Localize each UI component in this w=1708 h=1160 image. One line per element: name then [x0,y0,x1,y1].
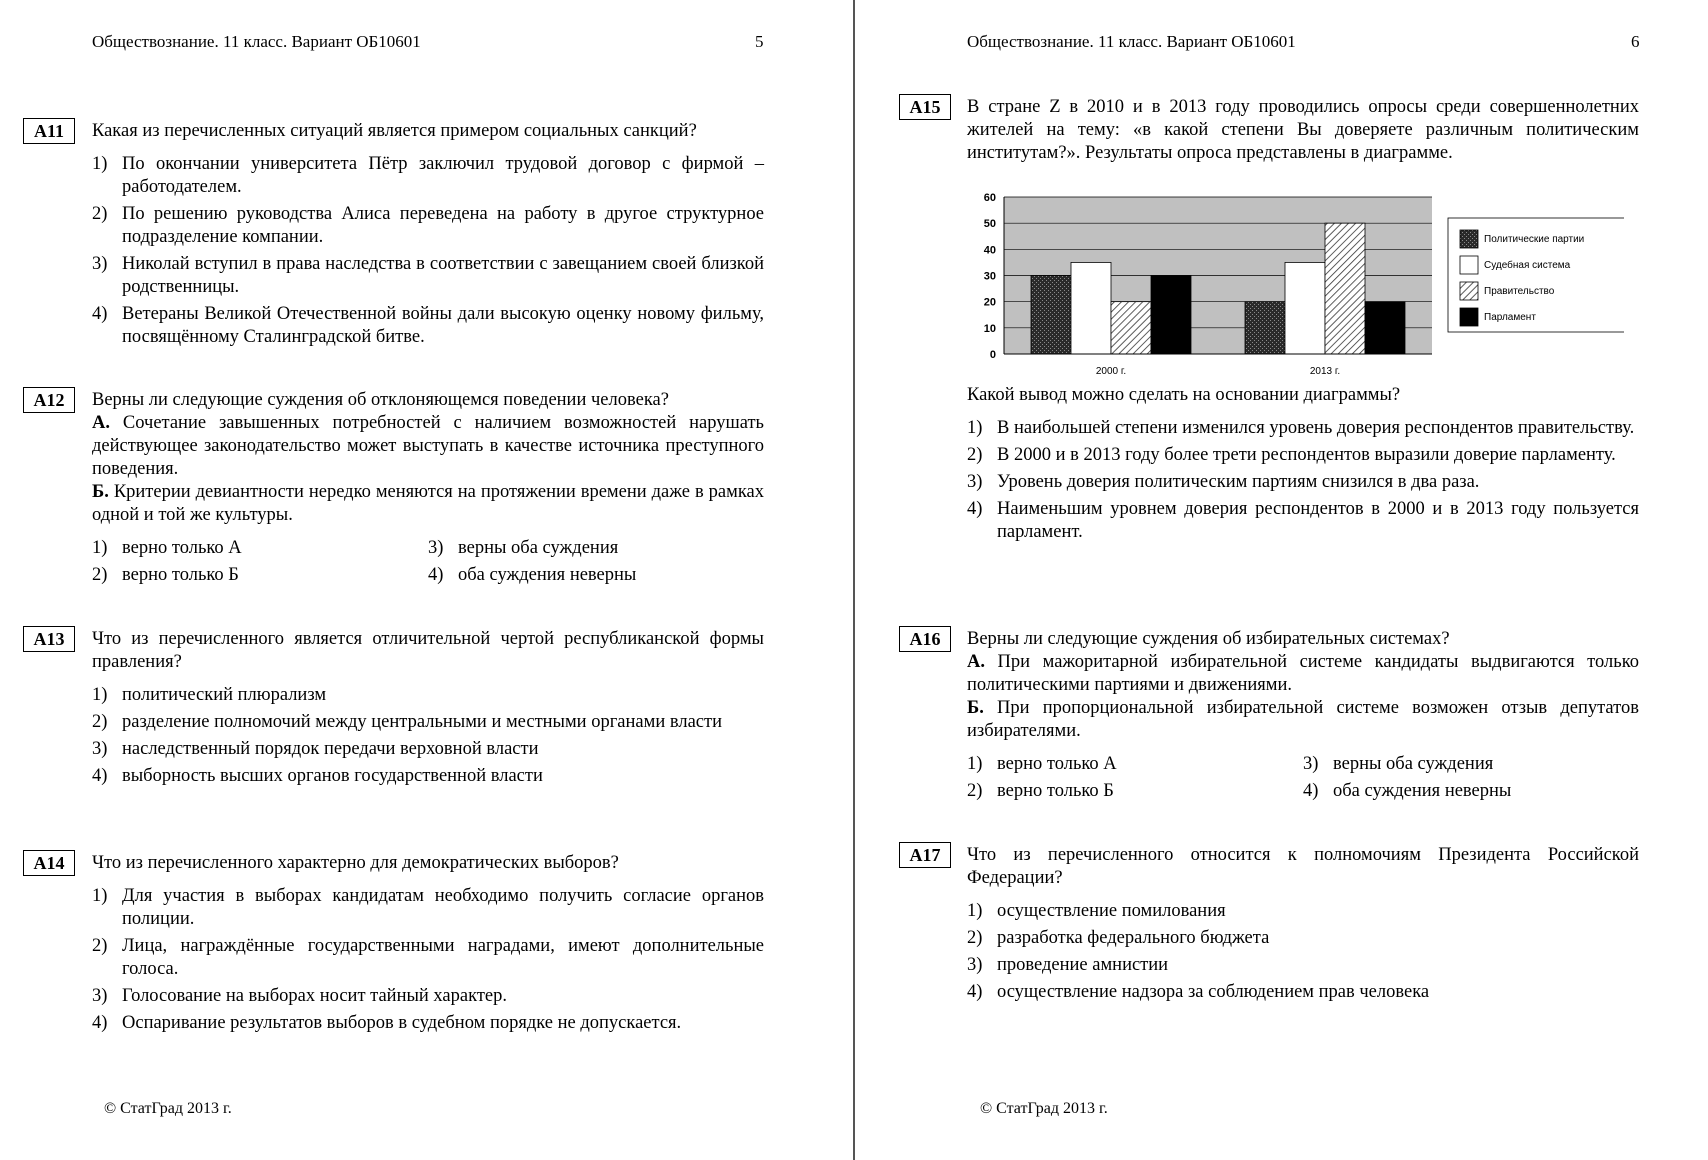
legend-label: Правительство [1484,286,1555,297]
option-2[interactable]: 2) В 2000 и в 2013 году более трети респондентов выразили доверие парламенту. [967,445,1616,465]
statement-b: Б. При пропорциональной избирательной системе возможен отзыв депутатов избирателями. [967,698,1639,741]
question-number-a17: A17 [899,842,951,868]
y-tick-label: 10 [983,322,996,335]
option-1[interactable]: 1) верно только А [92,538,242,558]
options-grid [967,753,1639,803]
y-tick-label: 50 [983,218,996,231]
bar-chart [964,190,1624,380]
option-1[interactable]: 1) политический плюрализм [92,685,327,705]
legend-swatch [1460,230,1478,248]
option-1[interactable]: 1) Для участия в выборах кандидатам необходимо получить согласие органов полиции. [92,886,764,929]
option-3[interactable]: 3) наследственный порядок передачи верховной власти [92,739,539,759]
page-divider [853,0,855,1160]
y-tick-label: 60 [983,192,996,204]
options-list [92,684,764,788]
question-a14 [92,852,764,1039]
x-tick-label: 2013 г. [1309,366,1341,377]
option-4[interactable]: 4) оба суждения неверны [428,565,637,585]
question-a17 [967,844,1639,1008]
page-left [0,0,853,1160]
question-a11 [92,120,764,353]
option-4[interactable]: 4) оба суждения неверны [1303,781,1512,801]
question-subtext: Какой вывод можно сделать на основании диаграммы? [967,385,1401,405]
option-2[interactable]: 2) разделение полномочий между центральными и местными органами власти [92,712,722,732]
legend-label: Парламент [1484,312,1536,323]
question-number-a13: A13 [23,626,75,652]
option-1[interactable]: 1) осуществление помилования [967,901,1226,921]
question-text: Какая из перечисленных ситуаций является примером социальных санкций? [92,121,697,141]
option-2[interactable]: 2) верно только Б [967,781,1114,801]
bar-2-2 [1285,262,1325,354]
option-4[interactable]: 4) Наименьшим уровнем доверия респондентов в 2000 и в 2013 году пользуется парламент. [967,499,1639,542]
question-a15 [967,96,1639,165]
question-text: Верны ли следующие суждения об избирательных системах? [967,629,1450,649]
option-3[interactable]: 3) Голосование на выборах носит тайный характер. [92,986,508,1006]
page-number: 5 [755,32,764,51]
option-4[interactable]: 4) осуществление надзора за соблюдением прав человека [967,982,1430,1002]
bar-1-1 [1031,276,1071,355]
bar-4-1 [1151,276,1191,355]
option-2[interactable]: 2) Лица, награждённые государственными наградами, имеют дополнительные голоса. [92,936,764,979]
statement-a: А. Сочетание завышенных потребностей с наличием возможностей нарушать действующее законодательство может выступать в качестве источника преступного поведения. [92,413,764,479]
question-number-a15: A15 [899,94,951,120]
options-list [967,900,1639,1004]
page-footer: © СтатГрад 2013 г. [980,1100,1108,1117]
bar-1-2 [1245,302,1285,354]
option-3[interactable]: 3) верны оба суждения [1303,754,1494,774]
statement-a: А. При мажоритарной избирательной системе кандидаты выдвигаются только политическими партиями и движениями. [967,652,1639,695]
question-a12 [92,389,764,587]
question-text: В стране Z в 2010 и в 2013 году проводились опросы среди совершеннолетних жителей на тему: «в какой степени Вы доверяете различным политическим институтам?». Результаты опроса представлены в диаграмме. [967,97,1639,163]
question-number-a11: A11 [23,118,75,144]
statement-b: Б. Критерии девиантности нередко меняются на протяжении времени даже в рамках одной и той же культуры. [92,482,764,525]
question-text: Что из перечисленного является отличительной чертой республиканской формы правления? [92,629,764,672]
options-grid [92,537,764,587]
page-number: 6 [1631,32,1640,51]
option-1[interactable]: 1) В наибольшей степени изменился уровень доверия респондентов правительству. [967,418,1635,438]
option-3[interactable]: 3) Уровень доверия политическим партиям снизился в два раза. [967,472,1480,492]
page-header: Обществознание. 11 класс. Вариант ОБ10601 [967,32,1296,51]
y-tick-label: 40 [983,244,996,257]
legend-swatch [1460,308,1478,326]
legend-swatch [1460,256,1478,274]
bar-3-1 [1111,302,1151,354]
options-list [92,885,764,1035]
bar-2-1 [1071,262,1111,354]
question-text: Что из перечисленного характерно для демократических выборов? [92,853,619,873]
bar-3-2 [1325,223,1365,354]
page-header: Обществознание. 11 класс. Вариант ОБ10601 [92,32,421,51]
option-2[interactable]: 2) разработка федерального бюджета [967,928,1270,948]
question-number-a14: A14 [23,850,75,876]
y-tick-label: 30 [983,270,996,283]
legend-swatch [1460,282,1478,300]
option-2[interactable]: 2) верно только Б [92,565,239,585]
page-right [856,0,1708,1160]
option-2[interactable]: 2) По решению руководства Алиса переведена на работу в другое структурное подразделение компании. [92,204,764,247]
bar-4-2 [1365,302,1405,354]
option-3[interactable]: 3) Николай вступил в права наследства в соответствии с завещанием своей близкой родственницы. [92,254,764,297]
option-1[interactable]: 1) По окончании университета Пётр заключил трудовой договор с фирмой – работодателем. [92,154,764,197]
question-text: Верны ли следующие суждения об отклоняющемся поведении человека? [92,390,669,410]
legend-label: Судебная система [1484,260,1571,271]
x-tick-label: 2000 г. [1095,366,1127,377]
page-footer: © СтатГрад 2013 г. [104,1100,232,1117]
y-tick-label: 20 [983,296,996,309]
question-a15-continued [967,384,1639,548]
options-list [967,417,1639,544]
option-4[interactable]: 4) Ветераны Великой Отечественной войны дали высокую оценку новому фильму, посвящённому Сталинградской битве. [92,304,764,347]
option-3[interactable]: 3) верны оба суждения [428,538,619,558]
option-1[interactable]: 1) верно только А [967,754,1117,774]
option-4[interactable]: 4) выборность высших органов государственной власти [92,766,543,786]
option-4[interactable]: 4) Оспаривание результатов выборов в судебном порядке не допускается. [92,1013,682,1033]
question-text: Что из перечисленного относится к полномочиям Президента Российской Федерации? [967,845,1639,888]
question-a13 [92,628,764,792]
question-number-a12: A12 [23,387,75,413]
question-a16 [967,628,1639,803]
y-tick-label: 0 [989,349,996,361]
options-list [92,153,764,349]
option-3[interactable]: 3) проведение амнистии [967,955,1169,975]
legend [1448,218,1624,332]
question-number-a16: A16 [899,626,951,652]
legend-label: Политические партии [1484,234,1585,245]
